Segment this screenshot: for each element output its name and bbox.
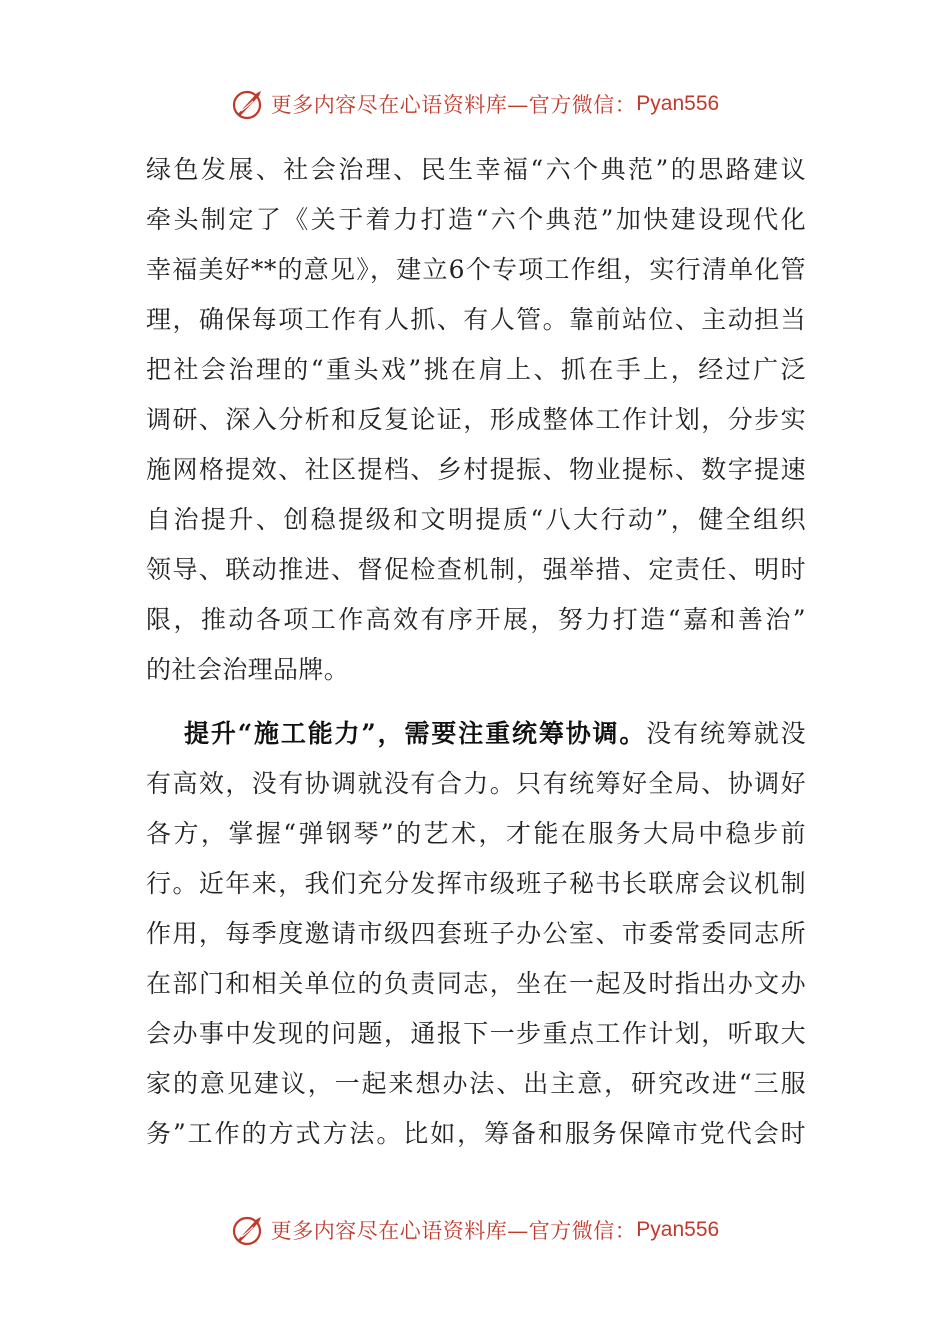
text-line: 行。近年来，我们充分发挥市级班子秘书长联席会议机制 — [146, 869, 806, 898]
text-line: 幸福美好**的意见》，建立6个专项工作组，实行清单化管 — [146, 255, 806, 284]
text-line: 调研、深入分析和反复论证，形成整体工作计划，分步实 — [146, 405, 806, 434]
paragraph-1 — [146, 145, 806, 695]
text-line: 自治提升、创稳提级和文明提质“八大行动”，健全组织 — [146, 505, 806, 534]
text-line: 领导、联动推进、督促检查机制，强举措、定责任、明时 — [146, 555, 806, 584]
banner-text: 更多内容尽在心语资料库—官方微信： — [270, 1219, 637, 1243]
text-line: 务”工作的方式方法。比如，筹备和服务保障市党代会时 — [146, 1119, 806, 1148]
banner-text: 更多内容尽在心语资料库—官方微信： — [270, 93, 637, 117]
text-line: 理，确保每项工作有人抓、有人管。靠前站位、主动担当 — [146, 305, 806, 334]
text-line: 会办事中发现的问题，通报下一步重点工作计划，听取大 — [146, 1019, 806, 1048]
text-line: 家的意见建议，一起来想办法、出主意，研究改进“三服 — [146, 1069, 806, 1098]
banner-wechat-id: Pyan556 — [636, 1218, 720, 1241]
paragraph-2-first-line-rest: 没有统筹就没 — [646, 719, 806, 748]
quill-pen-logo-icon — [231, 87, 265, 121]
text-line: 的社会治理品牌。 — [146, 655, 350, 684]
text-line: 绿色发展、社会治理、民生幸福“六个典范”的思路建议 — [146, 155, 806, 184]
footer-watermark-banner — [0, 1210, 950, 1250]
header-watermark-banner — [0, 84, 950, 124]
quill-pen-logo-icon — [231, 1213, 265, 1247]
paragraph-2-first-line — [146, 709, 806, 759]
paragraph-2-lead-heading: 提升“施工能力”，需要注重统筹协调。 — [184, 719, 647, 748]
text-line: 有高效，没有协调就没有合力。只有统筹好全局、协调好 — [146, 769, 806, 798]
paragraph-2 — [146, 709, 806, 1159]
banner-wechat-id: Pyan556 — [636, 92, 720, 115]
text-line: 限，推动各项工作高效有序开展，努力打造“嘉和善治” — [146, 605, 806, 634]
text-line: 作用，每季度邀请市级四套班子办公室、市委常委同志所 — [146, 919, 806, 948]
text-line: 施网格提效、社区提档、乡村提振、物业提标、数字提速 — [146, 455, 806, 484]
text-line: 把社会治理的“重头戏”挑在肩上、抓在手上，经过广泛 — [146, 355, 806, 384]
text-line: 牵头制定了《关于着力打造“六个典范”加快建设现代化 — [146, 205, 806, 234]
text-line: 在部门和相关单位的负责同志，坐在一起及时指出办文办 — [146, 969, 806, 998]
text-line: 各方，掌握“弹钢琴”的艺术，才能在服务大局中稳步前 — [146, 819, 806, 848]
document-body — [146, 145, 806, 1159]
